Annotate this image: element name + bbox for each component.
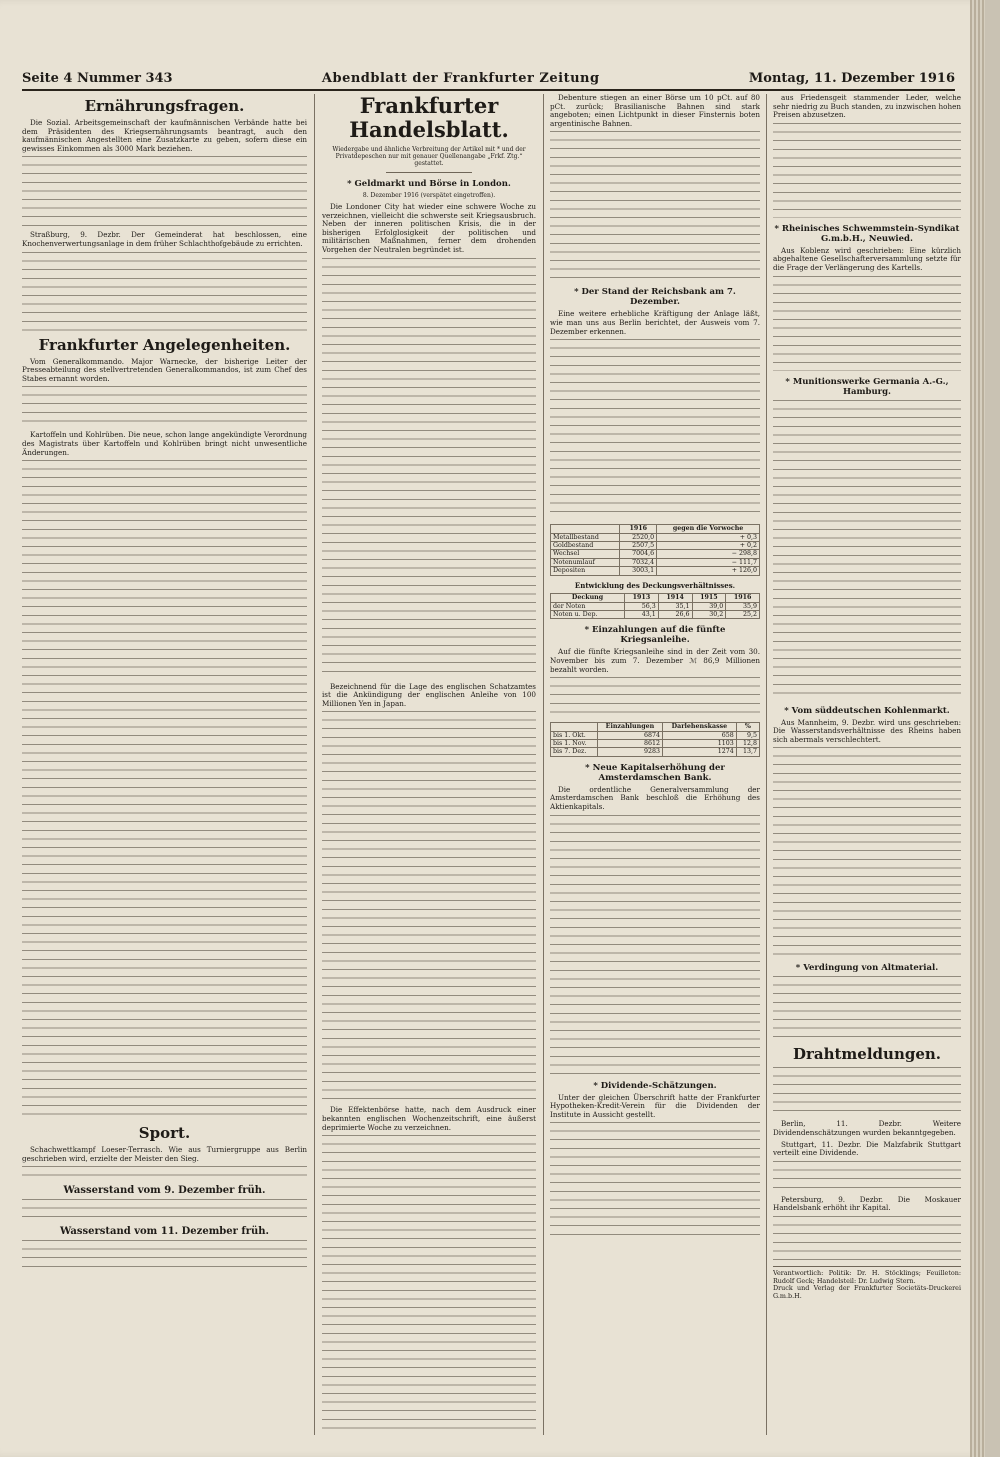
article-heading: * Verdingung von Altmaterial. (795, 963, 939, 974)
section-heading: Frankfurter Angelegenheiten. (38, 335, 291, 354)
text-lines (773, 1067, 961, 1115)
article-text: Schachwettkampf Loeser-Terrasch. Wie aus Turniergruppe aus Berlin geschrieben wird, erzielte der Meister den Sieg. (22, 1145, 307, 1163)
text-lines (22, 156, 307, 226)
column-2 (322, 94, 536, 1435)
column-4 (773, 94, 961, 1435)
section-heading: Drahtmeldungen. (792, 1045, 942, 1064)
divider (386, 172, 472, 173)
article-heading: * Rheinisches Schwemmstein-Syndikat G.m.b.H., Neuwied. (774, 223, 960, 244)
text-lines (773, 400, 961, 700)
article-text: Debenture stiegen an einer Börse um 10 pCt. auf 80 pCt. zurück; Brasilianische Bahnen sind stark angeboten; einen Lichtpunkt in dieser Finsternis boten argentinische Bahnen. (550, 94, 760, 128)
article-text: Eine weitere erhebliche Kräftigung der Anlage läßt, wie man uns aus Berlin berichtet, der Ausweis vom 7. Dezember erkennen. (550, 309, 760, 336)
text-lines (773, 123, 961, 218)
text-lines (322, 258, 536, 678)
issue-date: Montag, 11. Dezember 1916 (748, 71, 955, 86)
article-text: Vom Generalkommando. Major Warnecke, der bisherige Leiter der Presseabteilung des stellvertretenden Generalkommandos, ist zum Chef des Stabes ernannt worden. (22, 356, 307, 383)
section-heading: Ernährungsfragen. (84, 97, 245, 115)
wire-report: Stuttgart, 11. Dezbr. Die Malzfabrik Stuttgart verteilt eine Dividende. (773, 1139, 961, 1158)
article-heading: * Geldmarkt und Börse in London. (347, 179, 511, 189)
column-rule (766, 94, 767, 1435)
text-lines (322, 711, 536, 1101)
column-rule (543, 94, 544, 1435)
text-lines (550, 815, 760, 1075)
article-heading: * Der Stand der Reichsbank am 7. Dezember. (574, 287, 736, 308)
wire-report: Berlin, 11. Dezbr. Weitere Dividendenschätzungen wurden bekanntgegeben. (773, 1119, 961, 1137)
article-text: Straßburg, 9. Dezbr. Der Gemeinderat hat beschlossen, eine Knochenverwertungsanlage in dem früher Schlachthofgebäude zu errichten. (22, 230, 307, 248)
text-lines (550, 131, 760, 281)
publisher-line: Druck und Verlag der Frankfurter Societäts-Druckerei G.m.b.H. (773, 1284, 961, 1300)
column-rule (314, 94, 315, 1435)
article-heading: * Einzahlungen auf die fünfte Kriegsanleihe. (584, 625, 726, 646)
article-text: Unter der gleichen Überschrift hatte der Frankfurter Hypotheken-Kredit-Verein für die Dividenden der Institute in Aussicht gestellt. (550, 1092, 760, 1119)
dateline: 8. Dezember 1916 (verspätet eingetroffen). (362, 192, 496, 199)
newspaper-title: Abendblatt der Frankfurter Zeitung (321, 71, 600, 86)
text-lines (22, 1240, 307, 1270)
section-heading: Frankfurter Handelsblatt. (349, 94, 509, 142)
masthead (22, 60, 955, 91)
page-edge-stack (970, 0, 985, 1457)
text-lines (550, 677, 760, 717)
table-caption: Entwicklung des Deckungsverhältnisses. (574, 580, 736, 590)
text-lines (22, 386, 307, 426)
imprint (773, 1266, 961, 1300)
article-text: Aus Mannheim, 9. Dezbr. wird uns geschrieben: Die Wasserstandsverhältnisse des Rheins haben sich abermals verschlechtert. (773, 717, 961, 744)
text-lines (22, 1166, 307, 1180)
article-heading: * Munitionswerke Germania A.-G., Hamburg. (785, 376, 949, 397)
text-lines (22, 460, 307, 1120)
text-lines (322, 1135, 536, 1435)
payments-table: Einzahlungen Darlehenskasse % bis 1. Okt. 6874 658 9,5 bis 1. Nov. 8612 1103 12,8 bis 7. Dez. 9283 1274 13,7 (550, 722, 760, 757)
column-1 (22, 94, 307, 1435)
text-lines (550, 339, 760, 519)
copyright-note: Wiedergabe und ähnliche Verbreitung der Artikel mit * und der Privatdepeschen nur mit genauer Quellenangabe „Frkf. Ztg.“ gestattet. (332, 146, 526, 167)
text-lines (773, 276, 961, 371)
text-lines (773, 976, 961, 1041)
water-heading: Wasserstand vom 11. Dezember früh. (60, 1226, 269, 1238)
column-3 (550, 94, 760, 1435)
text-lines (773, 1161, 961, 1191)
article-text: Aus Koblenz wird geschrieben: Eine kürzlich abgehaltene Gesellschafterversammlung setzte für die Frage der Verlängerung des Kartells. (773, 245, 961, 272)
coverage-table: Deckung 1913 1914 1915 1916 der Noten 56,3 35,1 39,0 35,9 Noten u. Dep. 43,1 26,6 30,2 25,2 (550, 593, 760, 619)
editors-line: Verantwortlich: Politik: Dr. H. Stöcklings; Feuilleton: Rudolf Geck; Handelsteil: Dr. Ludwig Stern. (773, 1268, 961, 1285)
article-heading: * Dividende-Schätzungen. (593, 1080, 717, 1091)
text-lines (773, 1216, 961, 1261)
article-heading: * Vom süddeutschen Kohlenmarkt. (784, 705, 950, 716)
article-heading: * Neue Kapitalserhöhung der Amsterdamschen Bank. (585, 762, 725, 783)
article-text: Die Effektenbörse hatte, nach dem Ausdruck einer bekannten englischen Wochenzeitschrift, eine äußerst deprimierte Woche zu verzeichnen. (322, 1105, 536, 1132)
article-text: Die Sozial. Arbeitsgemeinschaft der kaufmännischen Verbände hatte bei dem Präsidenten des Kriegsernährungsamts beantragt, auch den kaufmännischen Angestellten eine Zusatzkarte zu geben, sofern diese ein gewisses Einkommen als 3000 Mark beziehen. (22, 118, 307, 153)
article-text: Die ordentliche Generalversammlung der Amsterdamschen Bank beschloß die Erhöhung des Aktienkapitals. (550, 784, 760, 811)
section-heading: Sport. (138, 1124, 191, 1143)
water-heading: Wasserstand vom 9. Dezember früh. (63, 1185, 266, 1197)
article-text: Auf die fünfte Kriegsanleihe sind in der Zeit vom 30. November bis zum 7. Dezember ℳ 86,9 Millionen bezahlt worden. (550, 647, 760, 674)
reichsbank-table: 1916 gegen die Vorwoche Metallbestand 2520,0 + 0,3 Goldbestand 2507,5 + 0,2 Wechsel 7004,6 − 298,8 Notenumlauf 7032,4 − 111,7 Depositen 3003,1 + 126,0 (550, 524, 760, 575)
article-text: Kartoffeln und Kohlrüben. Die neue, schon lange angekündigte Verordnung des Magistrats über Kartoffeln und Kohlrüben bringt nicht unwesentliche Änderungen. (22, 430, 307, 457)
text-lines (550, 1122, 760, 1242)
article-text: Bezeichnend für die Lage des englischen Schatzamtes ist die Ankündigung der englischen Anleihe von 100 Millionen Yen in Japan. (322, 681, 536, 708)
text-lines (22, 1199, 307, 1221)
article-text: aus Friedensgeit stammender Leder, welche sehr niedrig zu Buch standen, zu inzwischen hohen Preisen abzusetzen. (773, 94, 961, 120)
wire-report: Petersburg, 9. Dezbr. Die Moskauer Handelsbank erhöht ihr Kapital. (773, 1194, 961, 1213)
article-text: Die Londoner City hat wieder eine schwere Woche zu verzeichnen, vielleicht die schwerste seit Kriegsausbruch. Neben der inneren politischen Krisis, die in der bisherigen Erfolglosigkeit der politischen und militärischen Maßnahmen, ferner dem drohenden Vorgehen der Neutralen begründet ist. (322, 202, 536, 254)
text-lines (22, 252, 307, 332)
text-lines (773, 747, 961, 957)
page-number: Seite 4 Nummer 343 (22, 71, 173, 86)
